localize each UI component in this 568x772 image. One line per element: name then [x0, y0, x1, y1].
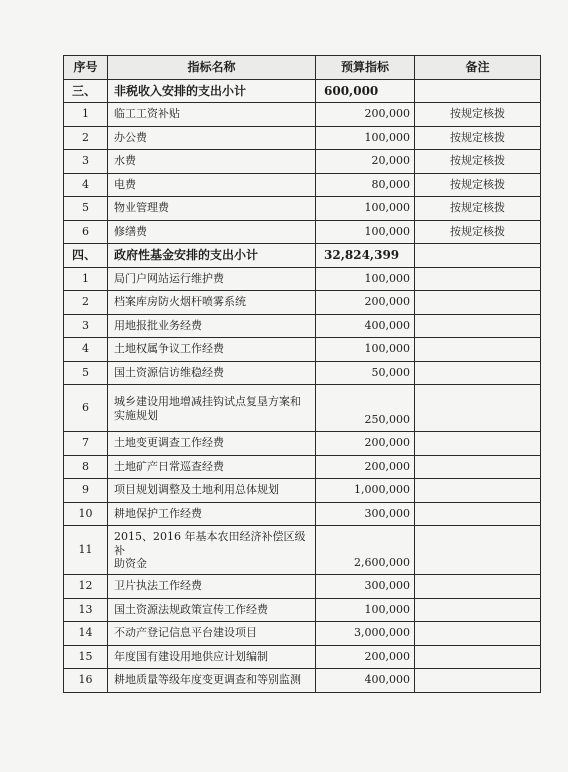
row-amount: 3,000,000	[316, 622, 415, 646]
row-name: 项目规划调整及土地利用总体规划	[108, 479, 316, 503]
row-no: 2	[64, 126, 108, 150]
row-amount: 20,000	[316, 150, 415, 174]
row-no: 1	[64, 103, 108, 127]
section3-subtotal-row	[64, 80, 541, 103]
row-remark	[415, 598, 541, 622]
table-row	[64, 291, 541, 315]
table-row	[64, 645, 541, 669]
table-row	[64, 103, 541, 127]
row-remark	[415, 645, 541, 669]
table-row	[64, 526, 541, 575]
row-remark	[415, 385, 541, 432]
table-row	[64, 502, 541, 526]
row-amount: 80,000	[316, 173, 415, 197]
row-amount: 1,000,000	[316, 479, 415, 503]
section3-amount: 600,000	[316, 80, 415, 103]
row-amount: 100,000	[316, 126, 415, 150]
row-name	[108, 526, 316, 575]
row-no: 16	[64, 669, 108, 693]
row-amount: 2,600,000	[316, 526, 415, 575]
row-amount: 200,000	[316, 103, 415, 127]
header-name: 指标名称	[108, 56, 316, 80]
row-remark: 按规定核拨	[415, 220, 541, 244]
row-remark	[415, 267, 541, 291]
table-row	[64, 220, 541, 244]
row-remark: 按规定核拨	[415, 103, 541, 127]
table-row	[64, 669, 541, 693]
row-amount: 250,000	[316, 385, 415, 432]
row-remark	[415, 502, 541, 526]
row-name: 物业管理费	[108, 197, 316, 221]
table-row	[64, 338, 541, 362]
row-no: 10	[64, 502, 108, 526]
row-remark	[415, 669, 541, 693]
section4-name: 政府性基金安排的支出小计	[108, 244, 316, 268]
row-name: 修缮费	[108, 220, 316, 244]
row-remark: 按规定核拨	[415, 150, 541, 174]
row-remark	[415, 338, 541, 362]
row-amount: 100,000	[316, 338, 415, 362]
row-name: 年度国有建设用地供应计划编制	[108, 645, 316, 669]
row-name-line1: 2015、2016 年基本农田经济补偿区级补	[114, 529, 306, 557]
table-row	[64, 314, 541, 338]
row-remark	[415, 432, 541, 456]
section4-amount: 32,824,399	[316, 244, 415, 268]
table-row	[64, 361, 541, 385]
row-remark	[415, 479, 541, 503]
row-amount: 100,000	[316, 220, 415, 244]
row-name: 卫片执法工作经费	[108, 575, 316, 599]
table-row	[64, 455, 541, 479]
row-name: 土地权属争议工作经费	[108, 338, 316, 362]
row-no: 3	[64, 150, 108, 174]
row-amount: 200,000	[316, 455, 415, 479]
row-amount: 200,000	[316, 645, 415, 669]
row-amount: 300,000	[316, 575, 415, 599]
row-name: 国土资源信访维稳经费	[108, 361, 316, 385]
row-remark	[415, 361, 541, 385]
row-no: 14	[64, 622, 108, 646]
row-amount: 100,000	[316, 267, 415, 291]
row-name-line2: 助资金	[114, 557, 147, 571]
section4-no: 四、	[64, 244, 108, 268]
row-no: 8	[64, 455, 108, 479]
row-no: 6	[64, 220, 108, 244]
row-remark: 按规定核拨	[415, 197, 541, 221]
row-no: 5	[64, 197, 108, 221]
row-name: 国土资源法规政策宣传工作经费	[108, 598, 316, 622]
row-name: 土地变更调查工作经费	[108, 432, 316, 456]
header-amount: 预算指标	[316, 56, 415, 80]
table-row	[64, 173, 541, 197]
row-amount: 400,000	[316, 314, 415, 338]
row-name: 临工工资补贴	[108, 103, 316, 127]
row-name: 局门户网站运行维护费	[108, 267, 316, 291]
row-name: 办公费	[108, 126, 316, 150]
row-no: 13	[64, 598, 108, 622]
header-no: 序号	[64, 56, 108, 80]
row-remark	[415, 291, 541, 315]
row-amount: 50,000	[316, 361, 415, 385]
row-no: 9	[64, 479, 108, 503]
table-row	[64, 575, 541, 599]
row-amount: 100,000	[316, 598, 415, 622]
table-row	[64, 197, 541, 221]
table-header-row	[64, 56, 541, 80]
row-name: 用地报批业务经费	[108, 314, 316, 338]
table-row	[64, 598, 541, 622]
row-name: 电费	[108, 173, 316, 197]
row-remark: 按规定核拨	[415, 173, 541, 197]
row-name	[108, 385, 316, 432]
table-row	[64, 479, 541, 503]
row-name: 档案库房防火烟杆喷雾系统	[108, 291, 316, 315]
header-remark: 备注	[415, 56, 541, 80]
table-row	[64, 385, 541, 432]
section4-subtotal-row	[64, 244, 541, 268]
budget-table	[63, 55, 541, 693]
table-row	[64, 432, 541, 456]
row-no: 6	[64, 385, 108, 432]
row-remark	[415, 455, 541, 479]
row-no: 3	[64, 314, 108, 338]
row-no: 4	[64, 338, 108, 362]
row-amount: 100,000	[316, 197, 415, 221]
row-amount: 200,000	[316, 291, 415, 315]
section3-name: 非税收入安排的支出小计	[108, 80, 316, 103]
section3-no: 三、	[64, 80, 108, 103]
row-name: 耕地保护工作经费	[108, 502, 316, 526]
row-name: 水费	[108, 150, 316, 174]
row-remark	[415, 575, 541, 599]
row-name: 土地矿产日常巡查经费	[108, 455, 316, 479]
row-name: 不动产登记信息平台建设项目	[108, 622, 316, 646]
row-amount: 300,000	[316, 502, 415, 526]
row-amount: 200,000	[316, 432, 415, 456]
row-no: 11	[64, 526, 108, 575]
row-no: 7	[64, 432, 108, 456]
row-no: 15	[64, 645, 108, 669]
row-no: 4	[64, 173, 108, 197]
row-name: 耕地质量等级年度变更调查和等别监测	[108, 669, 316, 693]
row-remark	[415, 526, 541, 575]
table-row	[64, 126, 541, 150]
row-name-line1: 城乡建设用地增减挂钩试点复垦方案和	[114, 394, 301, 408]
row-no: 2	[64, 291, 108, 315]
table-row	[64, 267, 541, 291]
row-no: 5	[64, 361, 108, 385]
row-remark	[415, 314, 541, 338]
row-name-line2: 实施规划	[114, 408, 158, 422]
row-no: 1	[64, 267, 108, 291]
row-remark: 按规定核拨	[415, 126, 541, 150]
row-amount: 400,000	[316, 669, 415, 693]
table-row	[64, 150, 541, 174]
table-row	[64, 622, 541, 646]
row-no: 12	[64, 575, 108, 599]
row-remark	[415, 622, 541, 646]
